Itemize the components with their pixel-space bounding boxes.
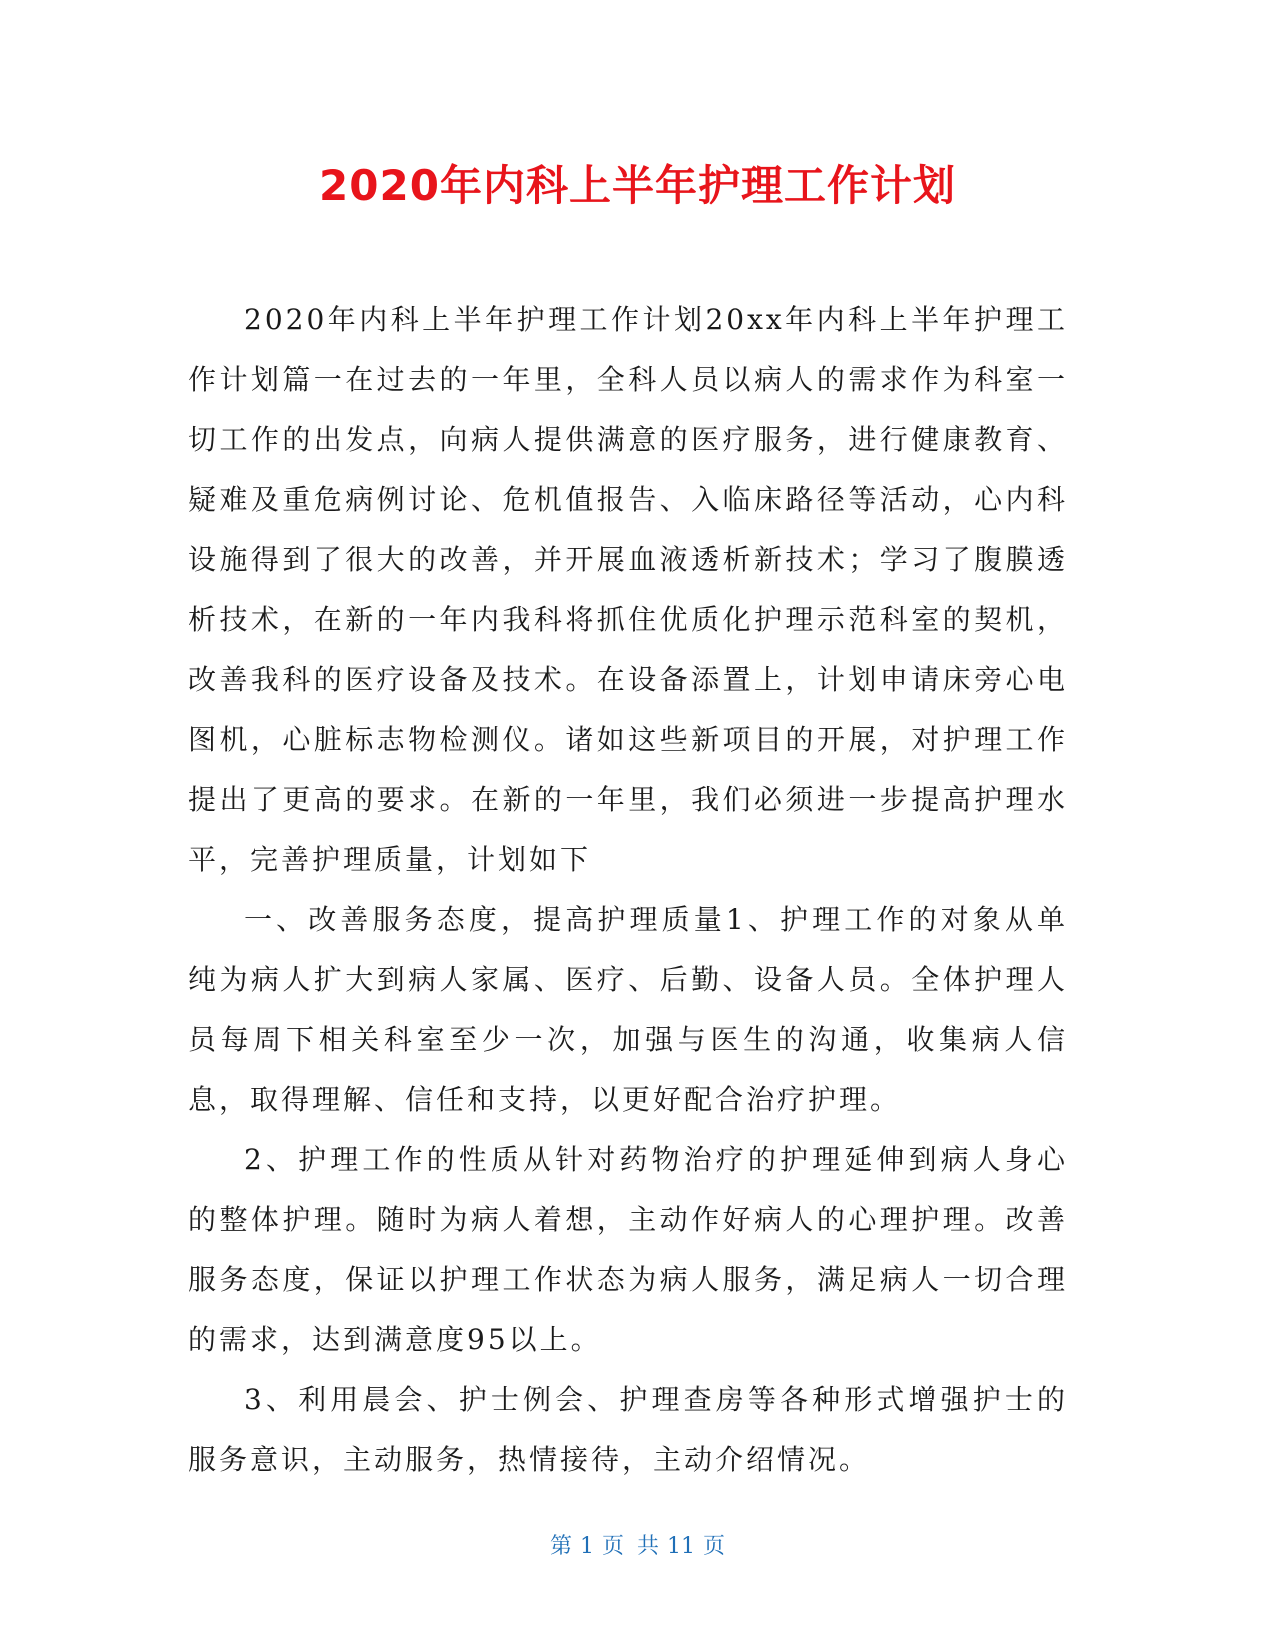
footer-total-pages: 11 [667,1534,695,1559]
page-footer [0,1532,1275,1562]
document-body [188,290,1068,1490]
footer-suffix: 页 [703,1534,726,1559]
document-title: 2020年内科上半年护理工作计划 [319,161,956,210]
footer-page-number: 1 [580,1534,594,1559]
paragraph-item-three: 3、利用晨会、护士例会、护理查房等各种形式增强护士的服务意识，主动服务，热情接待，主动介绍情况。 [188,1383,1068,1476]
paragraph-item-two: 2、护理工作的性质从针对药物治疗的护理延伸到病人身心的整体护理。随时为病人着想，主动作好病人的心理护理。改善服务态度，保证以护理工作状态为病人服务，满足病人一切合理的需求，达到满意度95以上。 [188,1143,1068,1356]
footer-prefix: 第 [549,1534,572,1559]
paragraph-intro: 2020年内科上半年护理工作计划20xx年内科上半年护理工作计划篇一在过去的一年里，全科人员以病人的需求作为科室一切工作的出发点，向病人提供满意的医疗服务，进行健康教育、疑难及重危病例讨论、危机值报告、入临床路径等活动，心内科设施得到了很大的改善，并开展血液透析新技术；学习了腹膜透析技术，在新的一年内我科将抓住优质化护理示范科室的契机，改善我科的医疗设备及技术。在设备添置上，计划申请床旁心电图机，心脏标志物检测仪。诸如这些新项目的开展，对护理工作提出了更高的要求。在新的一年里，我们必须进一步提高护理水平，完善护理质量，计划如下 [188,303,1068,876]
paragraph-section-one: 一、改善服务态度，提高护理质量1、护理工作的对象从单纯为病人扩大到病人家属、医疗、后勤、设备人员。全体护理人员每周下相关科室至少一次，加强与医生的沟通，收集病人信息，取得理解、信任和支持，以更好配合治疗护理。 [188,903,1068,1116]
footer-mid: 页 共 [602,1534,659,1559]
